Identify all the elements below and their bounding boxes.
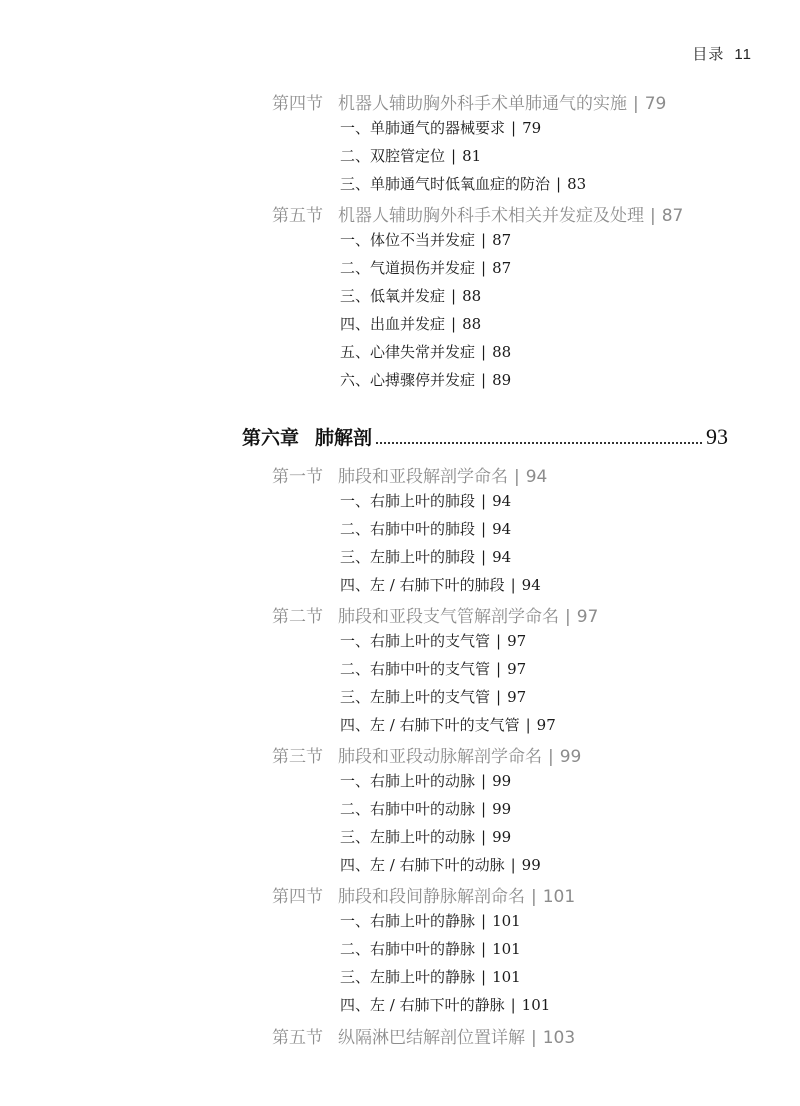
item-title: 四、左 / 右肺下叶的支气管 (340, 716, 520, 734)
toc-item-entry[interactable] (340, 173, 586, 194)
section-title: 机器人辅助胸外科手术单肺通气的实施 (338, 94, 627, 114)
item-title: 二、双腔管定位 (340, 147, 446, 165)
toc-section-entry[interactable] (272, 462, 547, 487)
toc-item-entry[interactable] (340, 574, 541, 595)
item-title: 五、心律失常并发症 (340, 343, 476, 361)
item-page-number: 87 (492, 259, 512, 277)
item-page-number: 101 (492, 912, 521, 930)
toc-item-entry[interactable] (340, 770, 511, 791)
item-title: 二、右肺中叶的支气管 (340, 660, 491, 678)
toc-item-entry[interactable] (340, 369, 511, 390)
section-number: 第五节 (272, 1028, 323, 1048)
item-page-number: 97 (507, 632, 527, 650)
toc-item-entry[interactable] (340, 313, 481, 334)
item-title: 二、气道损伤并发症 (340, 259, 476, 277)
item-title: 六、心搏骤停并发症 (340, 371, 476, 389)
page-separator: | (510, 576, 516, 594)
toc-item-entry[interactable] (340, 686, 526, 707)
page-header (692, 43, 752, 64)
item-title: 一、右肺上叶的静脉 (340, 912, 476, 930)
toc-item-entry[interactable] (340, 798, 511, 819)
item-page-number: 97 (536, 716, 556, 734)
section-page-number: 87 (661, 206, 684, 226)
item-title: 一、右肺上叶的肺段 (340, 492, 476, 510)
chapter-number: 第六章 (242, 427, 300, 449)
page-separator: | (510, 996, 516, 1014)
toc-item-entry[interactable] (340, 285, 481, 306)
chapter-page-number: 93 (706, 424, 728, 449)
toc-section-entry[interactable] (272, 882, 575, 907)
page-separator: | (481, 912, 487, 930)
toc-item-entry[interactable] (340, 630, 526, 651)
item-page-number: 81 (462, 147, 482, 165)
page-separator: | (481, 828, 487, 846)
toc-chapter-entry[interactable] (242, 423, 728, 450)
page-separator: | (451, 147, 457, 165)
item-title: 三、低氧并发症 (340, 287, 446, 305)
section-title: 肺段和段间静脉解剖命名 (338, 887, 525, 907)
item-page-number: 94 (492, 492, 512, 510)
toc-section-entry[interactable] (272, 742, 581, 767)
section-number: 第三节 (272, 747, 323, 767)
toc-item-entry[interactable] (340, 145, 481, 166)
toc-item-entry[interactable] (340, 546, 511, 567)
page-separator: | (481, 520, 487, 538)
section-page-number: 79 (644, 94, 667, 114)
item-page-number: 87 (492, 231, 512, 249)
section-number: 第四节 (272, 94, 323, 114)
section-number: 第一节 (272, 467, 323, 487)
toc-item-entry[interactable] (340, 518, 511, 539)
toc-section-entry[interactable] (272, 602, 598, 627)
item-title: 一、右肺上叶的支气管 (340, 632, 491, 650)
section-page-number: 99 (559, 747, 582, 767)
item-title: 三、左肺上叶的动脉 (340, 828, 476, 846)
item-page-number: 88 (492, 343, 512, 361)
item-page-number: 94 (521, 576, 541, 594)
toc-item-entry[interactable] (340, 341, 511, 362)
item-page-number: 101 (492, 968, 521, 986)
section-page-number: 103 (542, 1028, 576, 1048)
item-page-number: 88 (462, 315, 482, 333)
toc-item-entry[interactable] (340, 854, 541, 875)
item-page-number: 99 (492, 800, 512, 818)
toc-item-entry[interactable] (340, 994, 550, 1015)
section-number: 第二节 (272, 607, 323, 627)
item-page-number: 101 (492, 940, 521, 958)
toc-item-entry[interactable] (340, 490, 511, 511)
item-page-number: 97 (507, 688, 527, 706)
item-title: 一、单肺通气的器械要求 (340, 119, 506, 137)
page-separator: | (481, 940, 487, 958)
page-separator: | (650, 206, 656, 226)
page-separator: | (496, 688, 502, 706)
item-page-number: 99 (492, 828, 512, 846)
item-title: 三、单肺通气时低氧血症的防治 (340, 175, 551, 193)
item-page-number: 99 (521, 856, 541, 874)
toc-item-entry[interactable] (340, 658, 526, 679)
item-title: 二、右肺中叶的肺段 (340, 520, 476, 538)
item-title: 二、右肺中叶的静脉 (340, 940, 476, 958)
page-separator: | (451, 315, 457, 333)
page-separator: | (481, 548, 487, 566)
toc-item-entry[interactable] (340, 910, 521, 931)
page-separator: | (496, 660, 502, 678)
item-title: 一、体位不当并发症 (340, 231, 476, 249)
section-title: 纵隔淋巴结解剖位置详解 (338, 1028, 525, 1048)
item-page-number: 83 (567, 175, 587, 193)
item-page-number: 97 (507, 660, 527, 678)
item-title: 三、左肺上叶的静脉 (340, 968, 476, 986)
item-title: 四、左 / 右肺下叶的静脉 (340, 996, 505, 1014)
page-separator: | (531, 887, 537, 907)
page-separator: | (481, 968, 487, 986)
toc-section-entry[interactable] (272, 89, 666, 114)
item-title: 二、右肺中叶的动脉 (340, 800, 476, 818)
item-title: 三、左肺上叶的肺段 (340, 548, 476, 566)
page-separator: | (556, 175, 562, 193)
toc-item-entry[interactable] (340, 966, 521, 987)
item-title: 三、左肺上叶的支气管 (340, 688, 491, 706)
toc-item-entry[interactable] (340, 826, 511, 847)
page-separator: | (633, 94, 639, 114)
item-page-number: 88 (462, 287, 482, 305)
page-separator: | (481, 772, 487, 790)
page-separator: | (525, 716, 531, 734)
dot-leader (376, 442, 702, 444)
page-number: 11 (734, 46, 752, 63)
section-number: 第五节 (272, 206, 323, 226)
chapter-title: 肺解剖 (315, 427, 373, 449)
section-title: 肺段和亚段动脉解剖学命名 (338, 747, 542, 767)
item-title: 一、右肺上叶的动脉 (340, 772, 476, 790)
page-separator: | (496, 632, 502, 650)
page-separator: | (481, 492, 487, 510)
page-separator: | (481, 231, 487, 249)
item-page-number: 89 (492, 371, 512, 389)
item-title: 四、出血并发症 (340, 315, 446, 333)
item-title: 四、左 / 右肺下叶的肺段 (340, 576, 505, 594)
toc-item-entry[interactable] (340, 229, 511, 250)
page-separator: | (481, 800, 487, 818)
page-separator: | (481, 343, 487, 361)
section-page-number: 97 (576, 607, 599, 627)
page-separator: | (531, 1028, 537, 1048)
item-page-number: 79 (522, 119, 542, 137)
page-separator: | (514, 467, 520, 487)
section-title: 机器人辅助胸外科手术相关并发症及处理 (338, 206, 644, 226)
toc-item-entry[interactable] (340, 714, 556, 735)
toc-item-entry[interactable] (340, 117, 541, 138)
section-page-number: 94 (525, 467, 548, 487)
page-separator: | (548, 747, 554, 767)
page-separator: | (511, 119, 517, 137)
page-separator: | (510, 856, 516, 874)
section-page-number: 101 (542, 887, 576, 907)
page-separator: | (481, 259, 487, 277)
item-page-number: 94 (492, 548, 512, 566)
item-page-number: 94 (492, 520, 512, 538)
section-title: 肺段和亚段解剖学命名 (338, 467, 508, 487)
item-page-number: 101 (521, 996, 551, 1014)
section-title: 肺段和亚段支气管解剖学命名 (338, 607, 559, 627)
toc-item-entry[interactable] (340, 938, 521, 959)
toc-section-entry[interactable] (272, 201, 683, 226)
section-number: 第四节 (272, 887, 323, 907)
item-title: 四、左 / 右肺下叶的动脉 (340, 856, 505, 874)
page-separator: | (451, 287, 457, 305)
item-page-number: 99 (492, 772, 512, 790)
toc-section-entry[interactable] (272, 1023, 575, 1048)
running-title: 目录 (692, 46, 725, 63)
page-separator: | (481, 371, 487, 389)
page-separator: | (565, 607, 571, 627)
toc-item-entry[interactable] (340, 257, 511, 278)
